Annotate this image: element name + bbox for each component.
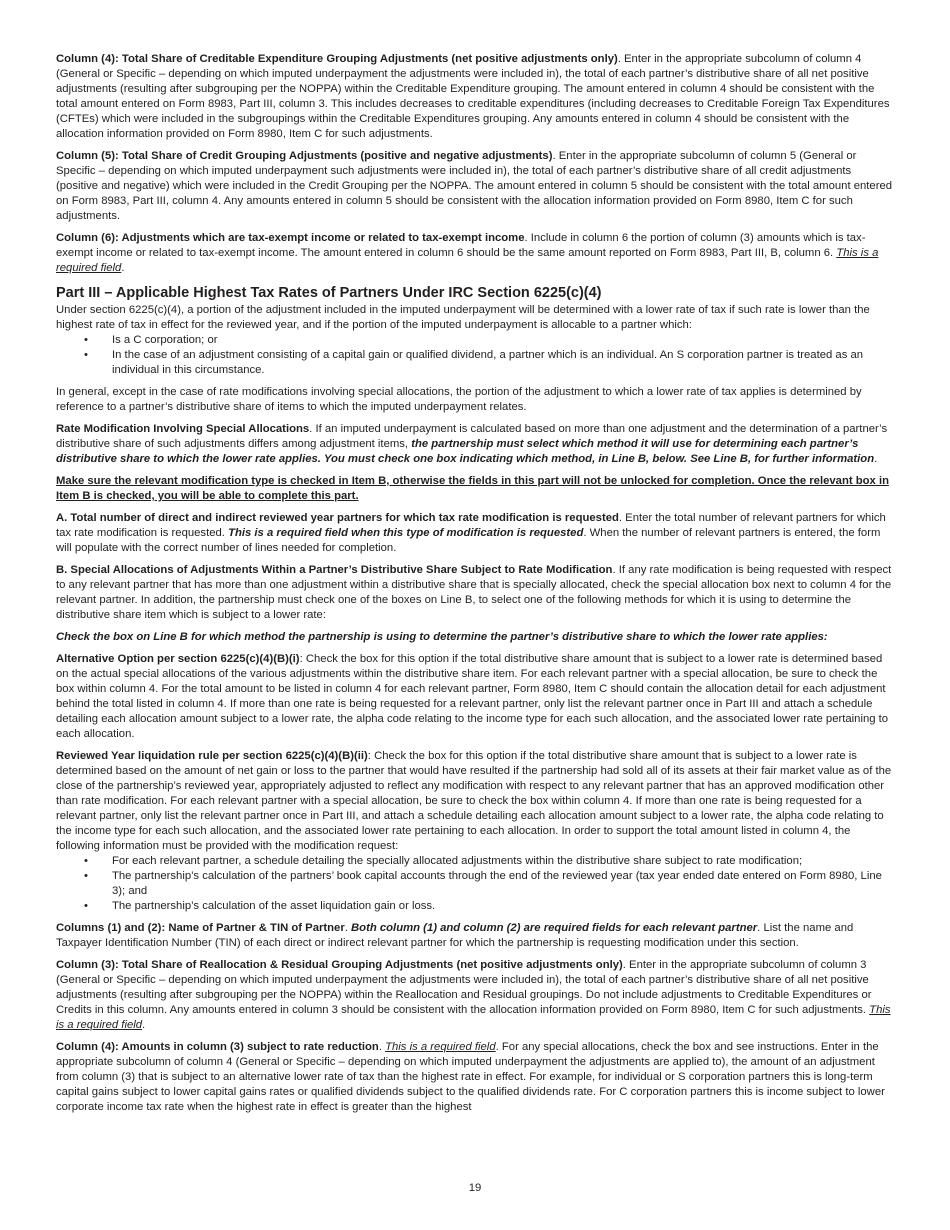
column-6-heading: Column (6): Adjustments which are tax-exempt income or related to tax-exempt income (56, 232, 525, 244)
line-a-paragraph: A. Total number of direct and indirect reviewed year partners for which tax rate modification is requested. Enter the total number of relevant partners for which tax rate modification is requested. This is a required field when this type of modification is requested. When the number of relevant partners is entered, the form will populate with the correct number of lines needed for completion. (56, 512, 886, 554)
list-item: • Is a C corporation; or (112, 333, 896, 348)
partner-type-list (56, 333, 896, 378)
line-b-paragraph: B. Special Allocations of Adjustments Within a Partner’s Distributive Share Subject to Rate Modification. If any rate modification is being requested with respect to any relevant partner that has more than one adjustment within a distributive share that is specially allocated, check the special allocation box next to column 4 for the relevant partner. In addition, the partnership must check one of the boxes on Line B, to select one of the following methods for which it is using to determine the distributive share item which is subject to a lower rate: (56, 564, 892, 621)
column-4-creditable-paragraph: Column (4): Total Share of Creditable Expenditure Grouping Adjustments (net positive adjustments only). Enter in the appropriate subcolumn of column 4 (General or Specific – depending on which imputed underpayment the adjustments were included in), the total of each partner’s distributive share of all net positive adjustments (resulting after subgrouping per the NOPPA) within the Creditable Expenditure grouping. The amount entered in column 4 should be consistent with the total amount entered on Form 8983, Part III, column 3. This includes decreases to creditable expenditures (including decreases to Creditable Foreign Tax Expenditures (CFTEs) which were included in the subgroupings within the Creditable Expenditures grouping. Any amounts entered in column 4 should be consistent with the allocation information provided on Form 8980, Item C for such adjustments. (56, 53, 890, 140)
column-6-paragraph: Column (6): Adjustments which are tax-exempt income or related to tax-exempt income. Include in column 6 the portion of column (3) amounts which is tax-exempt income or related to tax-exempt income. The amount entered in column 6 should be the same amount reported on Form 8983, Part III, B, column 6. This is a required field. (56, 232, 879, 274)
list-item: • The partnership’s calculation of the partners’ book capital accounts through the end of the reviewed year (tax year ended date entered on Form 8980, Line 3); and (112, 869, 896, 899)
column-4-rate-paragraph: Column (4): Amounts in column (3) subject to rate reduction. This is a required field. For any special allocations, check the box and see instructions. Enter in the appropriate subcolumn of column 4 (General or Specific – depending on which imputed underpayment the adjustments are applied to), the amount of an adjustment from column (3) that is subject to an alternative lower rate of tax than the highest rate in effect. For example, for individual or S corporation partners this is long-term capital gains subject to lower capital gains rates or qualified dividends subject to the qualified dividends rate. For C corporation partners this is income subject to lower corporate income tax rate when the highest rate in effect is greater than the highest (56, 1041, 885, 1113)
rate-modification-paragraph: Rate Modification Involving Special Allocations. If an imputed underpayment is calculated based on more than one adjustment and the determination of a partner’s distributive share of such adjustments differs among adjustment items, the partnership must select which method it will use for determining each partner’s distributive share to which the lower rate applies. You must check one box indicating which method, in Line B, below. See Line B, for further information. (56, 423, 888, 465)
alternative-option-paragraph: Alternative Option per section 6225(c)(4)(B)(i): Check the box for this option if the total distributive share amount that is subject to a lower rate is determined based on the actual special allocations of the various adjustments within the distributive share item. For each relevant partner with a special allocation, be sure to check the box within column 4. For the total amount to be listed in column 4 for each relevant partner, Form 8980, Item C should contain the allocation detail for each adjustment behind the total listed in column 4. If more than one rate is being requested for a relevant partner, only list the relevant partner once in Part III and attach a schedule detailing each allocation amount subject to a lower rate, the alpha code relating to the income type for each such allocation, and the associated lower rate pertaining to each allocation. (56, 653, 889, 740)
page-number: 19 (468, 1182, 482, 1194)
list-item: • In the case of an adjustment consisting of a capital gain or qualified dividend, a partner which is an individual. An S corporation partner is treated as an individual in this circumstance. (112, 348, 896, 378)
liquidation-rule-paragraph: Reviewed Year liquidation rule per section 6225(c)(4)(B)(ii): Check the box for this option if the total distributive share amount that is subject to a lower rate is determined based on the amount of net gain or loss to the partner that would have resulted if the partnership had sold all of its assets at their fair market value as of the close of the partnership’s reviewed year, appropriately adjusted to reflect any modification with respect to any relevant partner that has an approved modification other than rate modification. For each relevant partner with a special allocation, be sure to check the box within column 4. If more than one rate is being requested for a relevant partner, only list the relevant partner once in Part III, and attach a schedule detailing each allocation amount subject to a lower rate, the alpha code relating to the income type for each such allocation, and the associated lower rate pertaining to each allocation. In order to support the total amount listed in column 4, the following information must be provided with the modification request: (56, 750, 892, 852)
unlock-notice: Make sure the relevant modification type is checked in Item B, otherwise the fields in this part will not be unlocked for completion. Once the relevant box in Item B is checked, you will be able to complete this part. (56, 475, 890, 502)
column-4-heading: Column (4): Total Share of Creditable Expenditure Grouping Adjustments (net positive adjustments only) (56, 53, 618, 65)
list-item: • For each relevant partner, a schedule detailing the specially allocated adjustments within the distributive share subject to rate modification; (112, 854, 896, 869)
column-3-paragraph: Column (3): Total Share of Reallocation & Residual Grouping Adjustments (net positive adjustments only). Enter in the appropriate subcolumn of column 3 (General or Specific – depending on which imputed underpayment the adjustments were included in), the total of each partner’s distributive share of all net positive adjustments (resulting after subgrouping per the NOPPA) within the Reallocation and Residual groupings. Do not include adjustments to Creditable Expenditures or Credits in this column. Any amounts entered in column 3 should be consistent with the allocation information provided on Form 8980, Item C for such adjustments. This is a required field. (56, 959, 891, 1031)
instructions-page (56, 52, 896, 1122)
column-5-paragraph: Column (5): Total Share of Credit Grouping Adjustments (positive and negative adjustments). Enter in the appropriate subcolumn of column 5 (General or Specific – depending on which imputed underpayment such adjustments were included in), the total of each partner’s distributive share of all credit adjustments (positive and negative) which were included in the Credit Grouping per the NOPPA. The amount entered in column 5 should be consistent with the total amount entered on Form 8983, Part III, column 4. Any amounts entered in column 5 should be consistent with the allocation information provided on Form 8980, Item C for such adjustments. (56, 150, 893, 222)
columns-1-2-paragraph: Columns (1) and (2): Name of Partner & TIN of Partner. Both column (1) and column (2) are required fields for each relevant partner. List the name and Taxpayer Identification Number (TIN) of each direct or indirect relevant partner for which the partnership is requesting modification under this section. (56, 922, 854, 949)
list-item: • The partnership’s calculation of the asset liquidation gain or loss. (112, 899, 896, 914)
column-5-heading: Column (5): Total Share of Credit Grouping Adjustments (positive and negative adjustments) (56, 150, 553, 162)
required-information-list (56, 854, 896, 914)
required-note: This is a required field (56, 247, 879, 274)
part-iii-intro: Under section 6225(c)(4), a portion of the adjustment included in the imputed underpayment will be determined with a lower rate of tax if such rate is lower than the highest rate of tax in effect for the reviewed year, and if the portion of the imputed underpayment is allocable to a partner which: (56, 304, 870, 331)
check-line-b-paragraph: Check the box on Line B for which method the partnership is using to determine the partner’s distributive share to which the lower rate applies: (56, 631, 828, 643)
general-paragraph: In general, except in the case of rate modifications involving special allocations, the portion of the adjustment to which a lower rate of tax applies is determined by reference to a partner’s distributive share of items to which the imputed underpayment relates. (56, 386, 862, 413)
part-iii-heading: Part III – Applicable Highest Tax Rates of Partners Under IRC Section 6225(c)(4) (56, 285, 602, 301)
